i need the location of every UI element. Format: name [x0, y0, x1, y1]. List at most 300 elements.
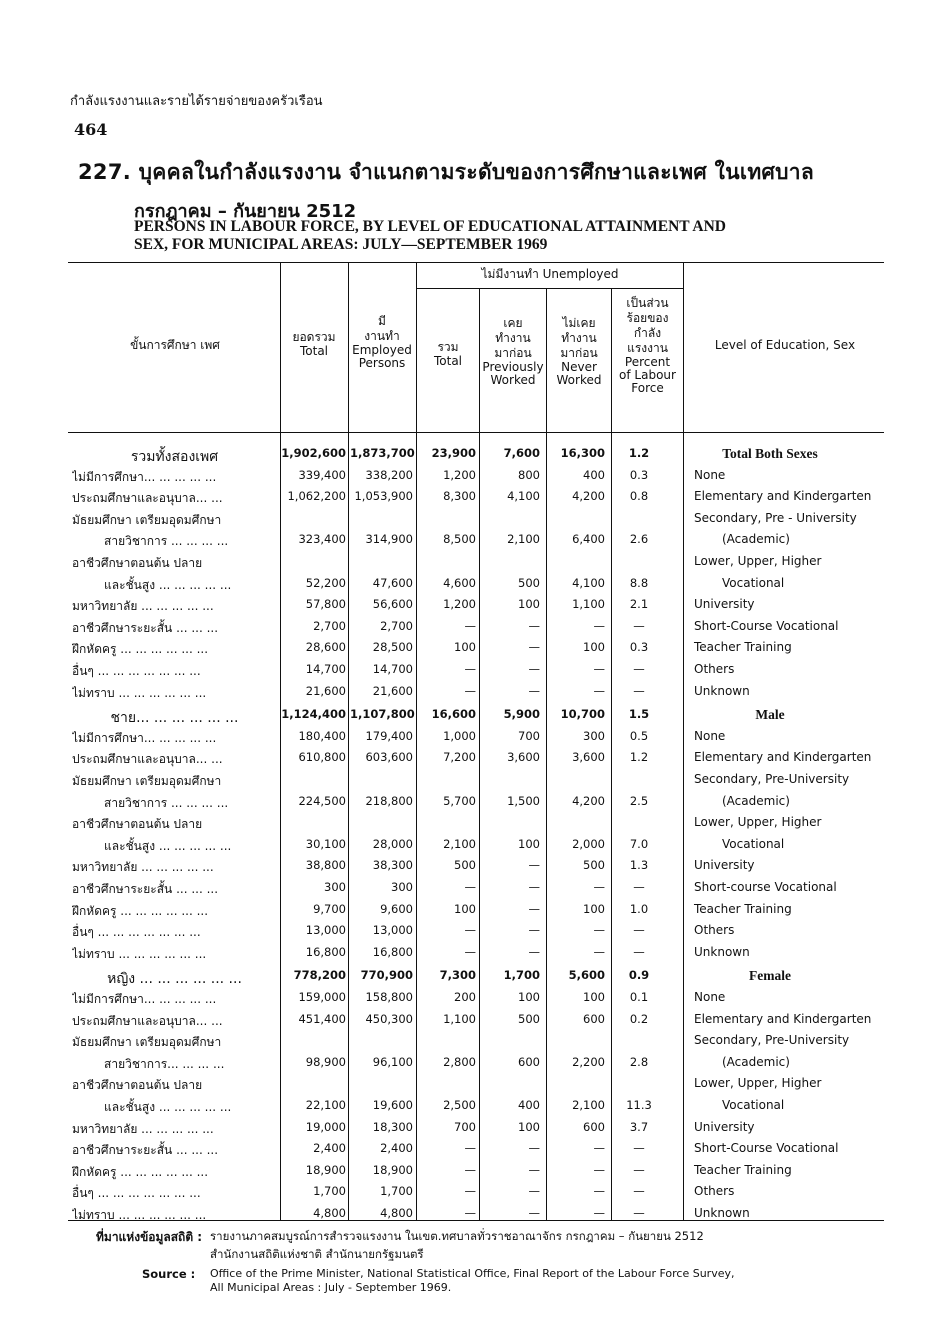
row-label-english: Vocational — [722, 575, 785, 590]
cell-never-worked: 4,200 — [572, 489, 605, 504]
row-label-thai: อาชีวศึกษาตอนต้น ปลาย — [72, 556, 203, 570]
cell-previously-worked: — — [528, 923, 540, 938]
cell-percent: 8.8 — [629, 575, 649, 590]
cell-employed: 1,053,900 — [354, 489, 413, 504]
cell-total: 778,200 — [293, 968, 346, 983]
row-label-english: Elementary and Kindergarten — [694, 489, 872, 504]
cell-employed: 1,107,800 — [350, 707, 415, 722]
cell-total: 13,000 — [305, 923, 346, 938]
cell-unemployed-total: — — [464, 662, 476, 676]
row-label-english: Teacher Training — [694, 901, 792, 916]
header-previously-thai-3: มาก่อน — [494, 346, 532, 360]
source-thai-line1: รายงานภาคสมบูรณ์การสำรวจแรงงาน ในเขต.ทศบาลทั่วราชอาณาจักร กรกฎาคม – กันยายน 2512 — [210, 1229, 704, 1243]
cell-previously-worked: 500 — [518, 1011, 540, 1026]
row-label-english: Teacher Training — [694, 640, 792, 655]
cell-unemployed-total: — — [464, 1206, 476, 1220]
cell-unemployed-total: 2,800 — [443, 1054, 476, 1069]
cell-employed: 14,700 — [372, 662, 413, 676]
header-never-en-1: Never — [561, 360, 597, 374]
cell-unemployed-total: — — [464, 1184, 476, 1199]
cell-previously-worked: — — [528, 1162, 540, 1177]
row-label-thai: รวมทั้งสองเพศ — [130, 449, 219, 465]
cell-previously-worked: 1,700 — [503, 968, 540, 983]
header-percent-labour-force — [612, 296, 683, 395]
row-label-english: None — [694, 728, 726, 743]
cell-previously-worked: — — [528, 944, 540, 959]
row-label-english: Total Both Sexes — [722, 446, 818, 461]
header-never-thai-3: มาก่อน — [560, 346, 598, 360]
cell-employed: 158,800 — [365, 990, 413, 1004]
table-title-thai: 227. บุคคลในกำลังแรงงาน จำแนกตามระดับของการศึกษาและเพศ ในเทศบาล — [78, 160, 815, 184]
table-row — [0, 1141, 950, 1162]
cell-never-worked: 2,000 — [572, 836, 605, 851]
cell-previously-worked: 2,100 — [507, 532, 540, 547]
cell-total: 323,400 — [298, 532, 346, 547]
source-english-line2: All Municipal Areas : July - September 1969. — [210, 1281, 452, 1294]
cell-unemployed-total: 2,500 — [443, 1098, 476, 1112]
table-row — [0, 554, 950, 575]
header-level-english: Level of Education, Sex — [714, 338, 856, 352]
cell-employed: 47,600 — [372, 575, 413, 590]
row-label-english: (Academic) — [722, 1054, 790, 1069]
header-total — [282, 330, 346, 358]
cell-employed: 56,600 — [372, 597, 413, 612]
cell-percent: 2.5 — [629, 793, 649, 808]
cell-previously-worked: 100 — [518, 836, 540, 851]
source-thai-line2: สำนักงานสถิติแห่งชาติ สำนักนายกรัฐมนตรี — [210, 1247, 424, 1261]
row-label-english: Others — [694, 923, 735, 938]
cell-never-worked: 100 — [583, 990, 605, 1004]
header-never-worked — [547, 316, 611, 387]
cell-employed: 16,800 — [372, 944, 413, 959]
header-employed-en-2: Persons — [358, 356, 406, 370]
cell-total: 14,700 — [305, 662, 346, 676]
row-label-english: Unknown — [694, 1206, 750, 1220]
cell-total: 19,000 — [305, 1119, 346, 1134]
cell-unemployed-total: — — [464, 1162, 476, 1177]
table-row — [0, 902, 950, 923]
cell-never-worked: 300 — [583, 728, 605, 743]
row-label-english: Lower, Upper, Higher — [694, 554, 822, 568]
cell-unemployed-total: — — [464, 618, 476, 633]
cell-total: 22,100 — [305, 1098, 346, 1112]
source-thai-label: ที่มาแห่งข้อมูลสถิติ : — [96, 1230, 203, 1244]
row-label-thai: และชั้นสูง ... ... ... ... ... — [104, 577, 232, 592]
table-row — [0, 1184, 950, 1205]
cell-never-worked: — — [593, 944, 605, 959]
cell-never-worked: 3,600 — [572, 750, 605, 765]
header-percent-en-3: Force — [631, 381, 664, 395]
row-label-english: Secondary, Pre-University — [694, 1033, 850, 1048]
cell-never-worked: — — [593, 1206, 605, 1220]
row-label-english: Short-course Vocational — [694, 880, 837, 894]
cell-never-worked: 1,100 — [572, 597, 605, 612]
cell-percent: 0.8 — [629, 489, 649, 504]
row-label-thai: อาชีวศึกษาตอนต้น ปลาย — [72, 1078, 203, 1093]
table-row — [0, 750, 950, 771]
cell-percent: 7.0 — [629, 836, 649, 851]
table-row — [0, 772, 950, 793]
row-label-english: University — [694, 858, 755, 873]
row-label-thai: ไม่ทราบ ... ... ... ... ... ... — [72, 946, 207, 961]
row-label-english: Teacher Training — [694, 1162, 792, 1177]
cell-previously-worked: 100 — [518, 1119, 540, 1134]
table-row — [0, 662, 950, 683]
row-label-english: Unknown — [694, 683, 750, 698]
cell-employed: 18,300 — [372, 1119, 413, 1134]
cell-unemployed-total: 7,300 — [439, 968, 476, 983]
cell-never-worked: 10,700 — [560, 707, 605, 722]
row-label-english: Short-Course Vocational — [694, 1141, 839, 1156]
row-label-thai: ประถมศึกษาและอนุบาล... ... — [72, 491, 223, 506]
cell-unemployed-total: 23,900 — [431, 446, 476, 460]
row-label-english: Secondary, Pre - University — [694, 510, 857, 525]
cell-previously-worked: 3,600 — [507, 750, 540, 765]
table-title-thai-period: กรกฎาคม – กันยายน 2512 — [134, 201, 357, 222]
row-label-thai: อาชีวศึกษาตอนต้น ปลาย — [72, 817, 203, 832]
cell-employed: 770,900 — [360, 968, 413, 983]
cell-percent: — — [633, 944, 645, 959]
table-row — [0, 923, 950, 944]
cell-previously-worked: — — [528, 901, 540, 916]
row-label-english: None — [694, 990, 726, 1004]
cell-employed: 28,000 — [372, 836, 413, 851]
header-employed-thai-2: งานทำ — [364, 329, 400, 343]
header-previously-thai-1: เคย — [503, 316, 523, 330]
cell-percent: 1.2 — [629, 750, 649, 765]
cell-percent: — — [633, 1184, 645, 1199]
cell-never-worked: 600 — [583, 1011, 605, 1026]
header-unemployed-total-thai: รวม — [437, 340, 459, 354]
cell-percent: 0.9 — [628, 968, 650, 983]
cell-employed: 19,600 — [372, 1098, 413, 1112]
cell-unemployed-total: 1,100 — [443, 1011, 476, 1026]
cell-previously-worked: — — [528, 683, 540, 698]
cell-total: 300 — [324, 880, 346, 894]
cell-employed: 300 — [391, 880, 413, 894]
cell-employed: 13,000 — [372, 923, 413, 938]
table-row — [0, 468, 950, 489]
row-label-english: Others — [694, 1184, 735, 1199]
cell-employed: 4,800 — [380, 1206, 413, 1220]
row-label-thai: มหาวิทยาลัย ... ... ... ... ... — [72, 599, 214, 614]
row-label-thai: ไม่มีการศึกษา... ... ... ... ... — [72, 992, 217, 1006]
row-label-thai: อื่นๆ ... ... ... ... ... ... ... — [72, 925, 201, 940]
header-percent-en-2: of Labour — [619, 368, 676, 382]
row-label-thai: ไม่ทราบ ... ... ... ... ... ... — [72, 685, 207, 700]
row-label-english: Male — [755, 707, 785, 723]
cell-total: 339,400 — [298, 467, 346, 482]
header-total-en: Total — [299, 344, 329, 358]
cell-previously-worked: — — [528, 1141, 540, 1156]
row-label-english: (Academic) — [722, 532, 790, 547]
table-row — [0, 1033, 950, 1054]
cell-employed: 2,400 — [380, 1141, 413, 1156]
row-label-english: Secondary, Pre-University — [694, 772, 850, 786]
row-label-english: Elementary and Kindergarten — [694, 1011, 872, 1026]
header-never-thai-1: ไม่เคย — [562, 316, 596, 330]
cell-previously-worked: 7,600 — [503, 446, 540, 460]
header-employed-en-1: Employed — [352, 343, 412, 357]
cell-percent: — — [633, 1206, 645, 1220]
table-row — [0, 880, 950, 901]
cell-never-worked: 4,100 — [572, 575, 605, 590]
table-row — [0, 597, 950, 618]
row-label-english: University — [694, 1119, 755, 1134]
cell-total: 52,200 — [305, 575, 346, 590]
cell-total: 610,800 — [298, 750, 346, 765]
row-label-thai: ประถมศึกษาและอนุบาล... ... — [72, 752, 223, 767]
header-previously-en-1: Previously — [482, 360, 544, 374]
table-row — [0, 1120, 950, 1141]
row-label-thai: อาชีวศึกษาระยะสั้น ... ... ... — [72, 882, 219, 896]
cell-never-worked: — — [593, 1141, 605, 1156]
table-row — [0, 1098, 950, 1119]
cell-unemployed-total: 5,700 — [443, 793, 476, 808]
cell-percent: — — [633, 1162, 645, 1177]
row-label-thai: มหาวิทยาลัย ... ... ... ... ... — [72, 1121, 214, 1136]
row-label-english: University — [694, 597, 755, 612]
header-previously-en-2: Worked — [490, 373, 536, 387]
header-never-en-2: Worked — [556, 373, 602, 387]
row-label-english: Elementary and Kindergarten — [694, 750, 872, 765]
cell-percent: — — [633, 683, 645, 698]
header-employed — [350, 314, 414, 370]
unemployed-group-rule — [416, 288, 683, 289]
row-label-thai: อาชีวศึกษาระยะสั้น ... ... ... — [72, 620, 219, 635]
cell-previously-worked: 1,500 — [507, 793, 540, 808]
table-row — [0, 1076, 950, 1097]
row-label-thai: อาชีวศึกษาระยะสั้น ... ... ... — [72, 1143, 219, 1158]
cell-percent: 1.5 — [628, 707, 650, 722]
header-percent-en-1: Percent — [624, 355, 671, 369]
cell-never-worked: — — [593, 880, 605, 894]
cell-employed: 218,800 — [365, 793, 413, 808]
cell-never-worked: 100 — [583, 901, 605, 916]
cell-total: 28,600 — [305, 640, 346, 655]
cell-employed: 603,600 — [365, 750, 413, 765]
row-label-thai: และชั้นสูง ... ... ... ... ... — [104, 838, 232, 853]
cell-never-worked: 16,300 — [560, 446, 605, 460]
row-label-thai: อื่นๆ ... ... ... ... ... ... ... — [72, 1186, 201, 1201]
cell-unemployed-total: 8,500 — [443, 532, 476, 547]
cell-never-worked: 400 — [583, 467, 605, 482]
cell-percent: 2.6 — [629, 532, 649, 547]
header-unemployed-group: ไม่มีงานทำ Unemployed — [481, 267, 619, 281]
table-row — [0, 858, 950, 879]
header-total-thai: ยอดรวม — [292, 330, 336, 344]
row-label-english: None — [694, 467, 726, 482]
row-label-thai: ประถมศึกษาและอนุบาล... ... — [72, 1013, 223, 1028]
cell-never-worked: — — [593, 662, 605, 676]
cell-employed: 1,873,700 — [350, 446, 415, 460]
cell-never-worked: 4,200 — [572, 793, 605, 808]
cell-previously-worked: — — [528, 1184, 540, 1199]
table-row — [0, 1012, 950, 1033]
cell-unemployed-total: — — [464, 1141, 476, 1156]
table-title-english-line2: SEX, FOR MUNICIPAL AREAS: JULY—SEPTEMBER 1969 — [134, 236, 548, 253]
cell-unemployed-total: 8,300 — [443, 489, 476, 504]
cell-never-worked: — — [593, 618, 605, 633]
row-label-thai: ชาย... ... ... ... ... ... — [110, 710, 239, 727]
cell-previously-worked: 5,900 — [503, 707, 540, 722]
header-bottom-rule — [68, 432, 884, 433]
cell-employed: 450,300 — [365, 1011, 413, 1026]
cell-unemployed-total: 100 — [454, 640, 476, 655]
cell-employed: 96,100 — [372, 1054, 413, 1069]
cell-total: 38,800 — [305, 858, 346, 873]
table-row — [0, 619, 950, 640]
cell-percent: 2.8 — [629, 1054, 649, 1069]
cell-percent: 11.3 — [626, 1098, 652, 1112]
table-row — [0, 446, 950, 467]
table-row — [0, 532, 950, 553]
cell-employed: 9,600 — [380, 901, 413, 916]
cell-never-worked: — — [593, 1162, 605, 1177]
cell-unemployed-total: 2,100 — [443, 836, 476, 851]
cell-percent: 0.2 — [629, 1011, 649, 1026]
cell-total: 1,902,600 — [281, 446, 346, 460]
row-label-thai: สายวิชาการ... ... ... ... — [104, 1056, 225, 1071]
cell-total: 98,900 — [305, 1054, 346, 1069]
cell-percent: 0.3 — [629, 640, 649, 655]
row-label-thai: ฝึกหัดครู ... ... ... ... ... ... — [72, 1164, 209, 1179]
cell-percent: — — [633, 1141, 645, 1156]
cell-never-worked: 100 — [583, 640, 605, 655]
cell-unemployed-total: 1,000 — [443, 728, 476, 743]
cell-never-worked: — — [593, 1184, 605, 1199]
source-english-label: Source : — [142, 1267, 196, 1281]
row-label-english: Female — [749, 968, 791, 984]
row-label-thai: ไม่มีการศึกษา... ... ... ... ... — [72, 469, 217, 484]
row-label-thai: มัธยมศึกษา เตรียมอุดมศึกษา — [72, 1035, 222, 1050]
row-label-thai: ฝึกหัดครู ... ... ... ... ... ... — [72, 642, 209, 657]
row-label-english: Vocational — [722, 836, 785, 851]
cell-unemployed-total: 16,600 — [431, 707, 476, 722]
cell-previously-worked: 700 — [518, 728, 540, 743]
table-row — [0, 576, 950, 597]
cell-never-worked: 2,200 — [572, 1054, 605, 1069]
cell-unemployed-total: — — [464, 683, 476, 698]
cell-total: 180,400 — [298, 728, 346, 743]
header-previously-thai-2: ทำงาน — [495, 331, 531, 345]
table-row — [0, 729, 950, 750]
cell-total: 1,062,200 — [287, 489, 346, 504]
cell-total: 30,100 — [305, 836, 346, 851]
row-label-thai: มหาวิทยาลัย ... ... ... ... ... — [72, 860, 214, 875]
cell-total: 1,700 — [313, 1184, 346, 1199]
cell-previously-worked: — — [528, 640, 540, 655]
table-row — [0, 945, 950, 966]
header-percent-thai-2: ร้อยของ — [626, 311, 669, 325]
cell-never-worked: — — [593, 923, 605, 938]
cell-employed: 2,700 — [380, 618, 413, 633]
cell-employed: 338,200 — [365, 467, 413, 482]
cell-total: 57,800 — [305, 597, 346, 612]
running-header: กำลังแรงงานและรายได้รายจ่ายของครัวเรือน — [70, 94, 323, 109]
cell-percent: 2.1 — [629, 597, 649, 612]
cell-previously-worked: 800 — [518, 467, 540, 482]
table-row — [0, 1055, 950, 1076]
cell-unemployed-total: 7,200 — [443, 750, 476, 765]
cell-employed: 28,500 — [372, 640, 413, 655]
cell-unemployed-total: 200 — [454, 990, 476, 1004]
header-never-thai-2: ทำงาน — [561, 331, 597, 345]
cell-percent: — — [633, 923, 645, 938]
cell-percent: — — [633, 618, 645, 633]
cell-never-worked: 6,400 — [572, 532, 605, 547]
cell-total: 451,400 — [298, 1011, 346, 1026]
row-label-thai: หญิง ... ... ... ... ... ... — [107, 971, 242, 988]
cell-total: 2,400 — [313, 1141, 346, 1156]
table-row — [0, 640, 950, 661]
cell-unemployed-total: 100 — [454, 901, 476, 916]
row-label-thai: สายวิชาการ ... ... ... ... — [104, 534, 229, 549]
row-label-thai: มัธยมศึกษา เตรียมอุดมศึกษา — [72, 512, 222, 527]
cell-percent: 0.3 — [629, 467, 649, 482]
source-english-line1: Office of the Prime Minister, National Statistical Office, Final Report of the Labour Force Survey, — [210, 1267, 735, 1280]
table-row — [0, 968, 950, 989]
cell-total: 9,700 — [313, 901, 346, 916]
cell-employed: 1,700 — [380, 1184, 413, 1199]
cell-unemployed-total: — — [464, 944, 476, 959]
header-previously-worked — [480, 316, 546, 387]
table-row — [0, 1163, 950, 1184]
cell-previously-worked: — — [528, 662, 540, 676]
row-label-english: Short-Course Vocational — [694, 618, 839, 633]
cell-total: 2,700 — [313, 618, 346, 633]
cell-percent: 1.2 — [628, 446, 650, 460]
header-level-thai: ขั้นการศึกษา เพศ — [130, 338, 220, 352]
cell-previously-worked: 600 — [518, 1054, 540, 1069]
row-label-thai: ฝึกหัดครู ... ... ... ... ... ... — [72, 903, 209, 918]
cell-unemployed-total: 1,200 — [443, 597, 476, 612]
cell-employed: 38,300 — [372, 858, 413, 873]
cell-percent: 3.7 — [629, 1119, 649, 1134]
cell-total: 21,600 — [305, 683, 346, 698]
table-row — [0, 1206, 950, 1227]
row-label-english: Vocational — [722, 1098, 785, 1112]
cell-employed: 18,900 — [372, 1162, 413, 1177]
row-label-english: Others — [694, 662, 735, 676]
header-unemployed-total-en: Total — [433, 354, 463, 368]
cell-previously-worked: — — [528, 1206, 540, 1220]
cell-total: 4,800 — [313, 1206, 346, 1220]
header-employed-thai-1: มี — [378, 314, 386, 328]
cell-previously-worked: 400 — [518, 1098, 540, 1112]
table-row — [0, 511, 950, 532]
table-row — [0, 684, 950, 705]
cell-never-worked: — — [593, 683, 605, 698]
header-percent-thai-3: กำลัง — [633, 326, 662, 340]
cell-employed: 314,900 — [365, 532, 413, 547]
cell-unemployed-total: 4,600 — [443, 575, 476, 590]
cell-previously-worked: 4,100 — [507, 489, 540, 504]
cell-employed: 21,600 — [372, 683, 413, 698]
cell-previously-worked: 500 — [518, 575, 540, 590]
cell-employed: 179,400 — [365, 728, 413, 743]
table-row — [0, 489, 950, 510]
header-percent-thai-4: แรงงาน — [627, 341, 668, 355]
cell-previously-worked: — — [528, 858, 540, 873]
cell-unemployed-total: — — [464, 880, 476, 894]
cell-total: 1,124,400 — [281, 707, 346, 722]
row-label-thai: และชั้นสูง ... ... ... ... ... — [104, 1100, 232, 1114]
row-label-english: Unknown — [694, 944, 750, 959]
cell-previously-worked: — — [528, 880, 540, 894]
row-label-thai: มัธยมศึกษา เตรียมอุดมศึกษา — [72, 774, 222, 788]
row-label-english: Lower, Upper, Higher — [694, 1076, 822, 1091]
